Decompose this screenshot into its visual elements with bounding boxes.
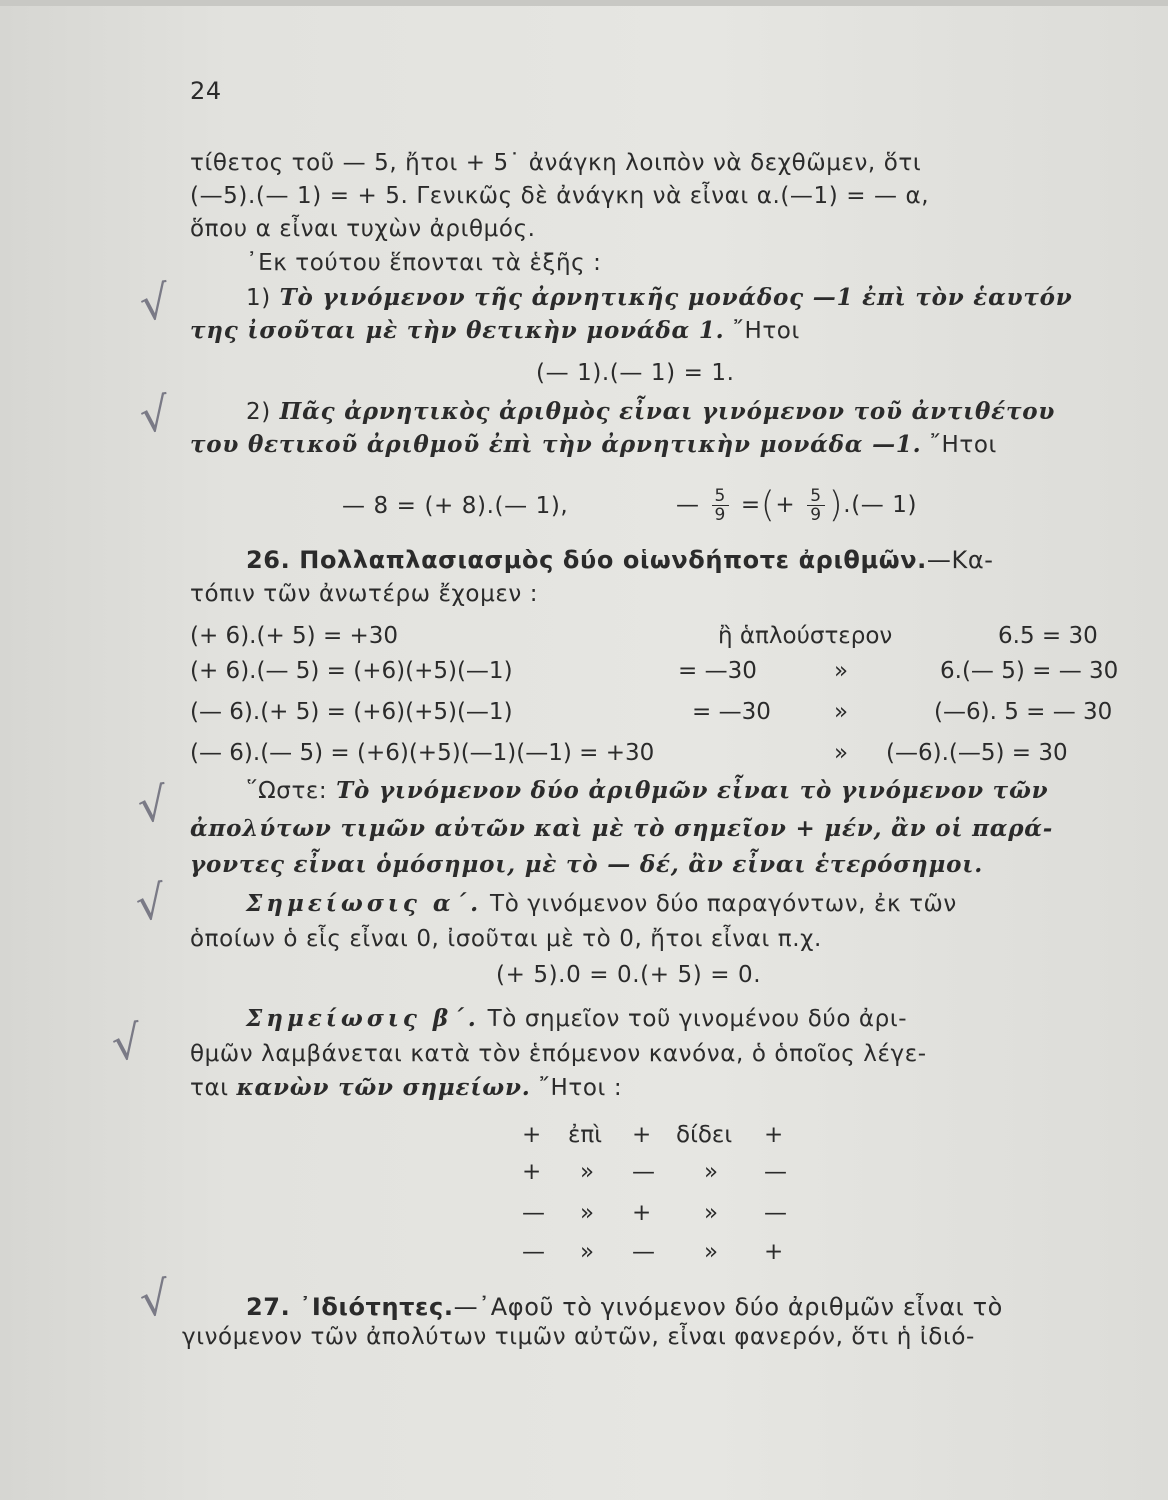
section-26-text: —Κα- <box>926 546 994 574</box>
conclusion-line-1 <box>246 776 1048 806</box>
note-b-line-3 <box>190 1073 622 1103</box>
product-row-3-ditto: » <box>834 699 849 725</box>
note-a-line-2: ὁποίων ὁ εἷς εἶναι 0, ἰσοῦται μὲ τὸ 0, ἤτοι εἶναι π.χ. <box>190 926 822 952</box>
sign-r3-c5: — <box>764 1200 787 1226</box>
note-a-label: Σημείωσις α΄. <box>246 890 483 917</box>
proposition-1-text-2: της ἰσοῦται μὲ τὴν θετικὴν μονάδα 1. <box>190 317 725 344</box>
proposition-2-text-2: του θετικοῦ ἀριθμοῦ ἐπὶ τὴν ἀρνητικὴν μονάδα —1. <box>190 431 922 458</box>
product-row-2-mid: = —30 <box>678 658 757 684</box>
sign-r2-c3: — <box>632 1159 655 1185</box>
checkmark-icon: √ <box>136 1270 173 1328</box>
note-a-text: Τὸ γινόμενον δύο παραγόντων, ἐκ τῶν <box>482 891 957 917</box>
proposition-1-text: Τὸ γινόμενον τῆς ἀρνητικῆς μονάδος —1 ἐπὶ τὸν ἑαυτόν <box>270 284 1073 311</box>
section-26-heading <box>246 545 994 575</box>
equation-2b <box>676 480 917 531</box>
fraction-denominator: 9 <box>714 505 726 525</box>
conclusion-text-1: Τὸ γινόμενον δύο ἀριθμῶν εἶναι τὸ γινόμενον τῶν <box>327 777 1049 804</box>
proposition-2-cont <box>190 430 997 460</box>
note-b-line-1 <box>246 1004 907 1034</box>
section-26-title: 26. Πολλαπλασιασμὸς δύο οἱωνδήποτε ἀριθμῶν. <box>246 546 927 574</box>
sign-r4-c5: + <box>764 1239 784 1265</box>
proposition-1-cont <box>190 316 800 346</box>
proposition-2-hetoi: ῎Ητοι <box>921 432 997 458</box>
checkmark-icon: √ <box>132 874 169 932</box>
checkmark-icon: √ <box>136 274 173 332</box>
close-paren: ) <box>828 484 844 526</box>
sign-r1-c4: δίδει <box>676 1122 733 1148</box>
product-row-4-left: (— 6).(— 5) = (+6)(+5)(—1)(—1) = +30 <box>190 740 655 766</box>
simpler-label: ἢ ἁπλούστερον <box>718 623 893 649</box>
sign-r4-c1: — <box>522 1239 545 1265</box>
note-b-label: Σημείωσις β΄. <box>246 1005 480 1032</box>
text-line-2: (—5).(— 1) = + 5. Γενικῶς δὲ ἀνάγκη νὰ εἶναι α.(—1) = — α, <box>190 183 930 209</box>
proposition-1-number: 1) <box>246 285 271 311</box>
note-b-line-2: θμῶν λαμβάνεται κατὰ τὸν ἑπόμενον κανόνα, ὁ ὁποῖος λέγε- <box>190 1041 927 1067</box>
conclusion-line-3: γοντες εἶναι ὁμόσημοι, μὲ τὸ — δέ, ἂν εἶναι ἑτερόσημοι. <box>190 851 984 878</box>
sign-r1-c5: + <box>764 1122 784 1148</box>
fraction-numerator: 5 <box>712 487 729 506</box>
conclusion-line-2: ἀπολύτων τιμῶν αὐτῶν καὶ μὲ τὸ σημεῖον + μέν, ἂν οἱ παρά- <box>190 815 1054 842</box>
product-row-2-right: 6.(— 5) = — 30 <box>940 658 1119 684</box>
fraction-numerator-2: 5 <box>807 487 824 506</box>
equation-2a: — 8 = (+ 8).(— 1), <box>342 493 569 519</box>
text-line-3: ὅπου α εἶναι τυχὼν ἀριθμός. <box>190 216 536 242</box>
note-b-text-3a: ται <box>190 1075 237 1101</box>
fraction-five-ninths <box>712 487 729 524</box>
sign-r4-c2: » <box>580 1239 595 1265</box>
top-edge <box>0 0 1168 6</box>
proposition-2-number: 2) <box>246 399 271 425</box>
conclusion-lead: ῞Ωστε: <box>246 778 328 804</box>
open-paren: ( <box>760 484 776 526</box>
checkmark-icon: √ <box>134 776 171 834</box>
proposition-2-text: Πᾶς ἀρνητικὸς ἀριθμὸς εἶναι γινόμενον τοῦ ἀντιθέτου <box>270 398 1056 425</box>
product-row-1-left: (+ 6).(+ 5) = +30 <box>190 623 399 649</box>
checkmark-icon: √ <box>136 386 173 444</box>
proposition-1-hetoi: ῎Ητοι <box>724 318 800 344</box>
proposition-2 <box>246 397 1055 427</box>
section-27-heading <box>246 1292 1003 1322</box>
sign-r4-c4: » <box>704 1239 719 1265</box>
note-b-text-3b: ῎Ητοι : <box>530 1075 623 1101</box>
product-row-3-mid: = —30 <box>692 699 771 725</box>
sign-r1-c3: + <box>632 1122 652 1148</box>
product-row-4-right: (—6).(—5) = 30 <box>886 740 1068 766</box>
product-row-2-ditto: » <box>834 658 849 684</box>
proposition-1 <box>246 283 1073 313</box>
sign-r1-c2: ἐπὶ <box>568 1122 603 1148</box>
text-line-4: ᾿Εκ τούτου ἕπονται τὰ ἑξῆς : <box>246 250 602 276</box>
note-b-text: Τὸ σημεῖον τοῦ γινομένου δύο ἀρι- <box>479 1006 908 1032</box>
note-a-equation: (+ 5).0 = 0.(+ 5) = 0. <box>496 962 762 988</box>
eq2-tail: .(— 1) <box>843 492 918 518</box>
sign-rule-name: κανὼν τῶν σημείων. <box>236 1074 531 1101</box>
note-a-line-1 <box>246 889 957 919</box>
sign-r3-c3: + <box>632 1200 652 1226</box>
sign-r3-c4: » <box>704 1200 719 1226</box>
sign-r1-c1: + <box>522 1122 542 1148</box>
text-line-1: τίθετος τοῦ — 5, ἤτοι + 5˙ ἀνάγκη λοιπὸν νὰ δεχθῶμεν, ὅτι <box>190 150 922 176</box>
product-row-4-ditto: » <box>834 740 849 766</box>
section-27-text: —᾿Αφοῦ τὸ γινόμενον δύο ἀριθμῶν εἶναι τὸ <box>453 1293 1003 1321</box>
page-number: 24 <box>190 77 222 105</box>
sign-r4-c3: — <box>632 1239 655 1265</box>
fraction-five-ninths-2 <box>807 487 824 524</box>
equation-1: (— 1).(— 1) = 1. <box>536 360 735 386</box>
checkmark-icon: √ <box>108 1014 145 1072</box>
sign-r3-c1: — <box>522 1200 545 1226</box>
sign-r3-c2: » <box>580 1200 595 1226</box>
eq2-plus: + <box>775 492 796 518</box>
product-row-1-right: 6.5 = 30 <box>998 623 1098 649</box>
product-row-3-right: (—6). 5 = — 30 <box>934 699 1113 725</box>
sign-r2-c2: » <box>580 1159 595 1185</box>
section-27-line-2: γινόμενον τῶν ἀπολύτων τιμῶν αὐτῶν, εἶναι φανερόν, ὅτι ἡ ἰδιό- <box>182 1324 975 1350</box>
eq2-minus: — <box>676 492 700 518</box>
fraction-denominator-2: 9 <box>810 505 822 525</box>
section-27-title: 27. ᾿Ιδιότητες. <box>246 1293 454 1321</box>
sign-r2-c4: » <box>704 1159 719 1185</box>
product-row-2-left: (+ 6).(— 5) = (+6)(+5)(—1) <box>190 658 513 684</box>
sign-r2-c5: — <box>764 1159 787 1185</box>
sign-r2-c1: + <box>522 1159 542 1185</box>
section-26-line-2: τόπιν τῶν ἀνωτέρω ἔχομεν : <box>190 581 539 607</box>
product-row-3-left: (— 6).(+ 5) = (+6)(+5)(—1) <box>190 699 513 725</box>
eq2-equals: = <box>740 492 761 518</box>
